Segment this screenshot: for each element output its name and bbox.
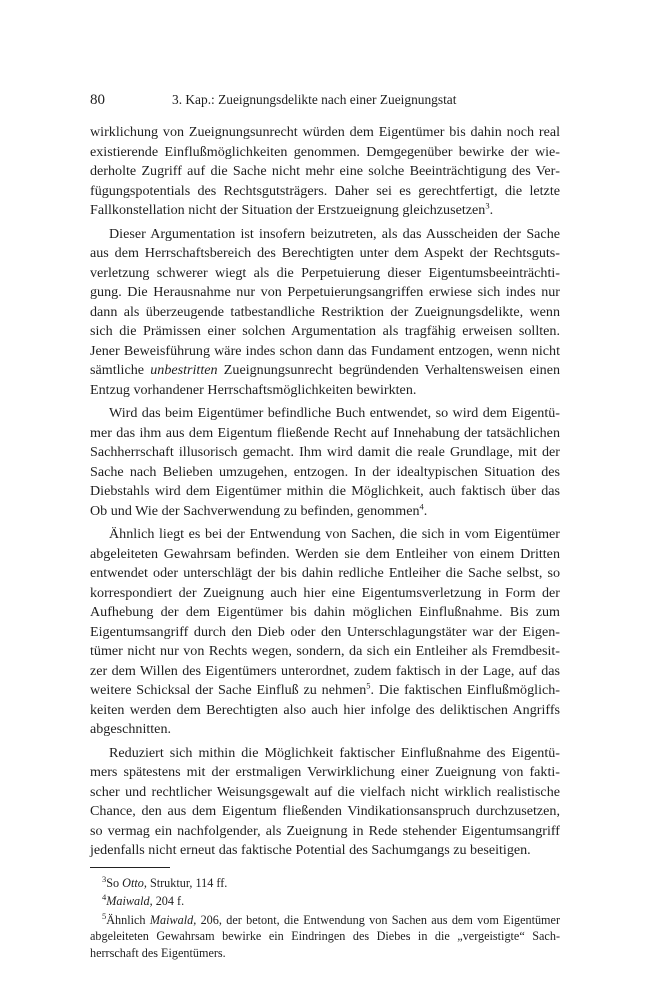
- footnote-5-number: 5: [102, 910, 107, 921]
- paragraph-2-text-a: Dieser Argumentation ist insofern beizutreten, als das Ausscheiden der Sache aus dem Herrschaftsbereich des Berechtigten unter dem Aspekt der Rechtsgutsverletzung schwerer wiegt als die Perpetuierung dieser Eigentumsbeeinträchtigung. Die Herausnahme nur von Perpetuierungsangriffen erwiese sich indes nur dann als überzeugende tatbestandliche Restriktion der Zueignungsdelikte, wenn sich die Prämissen einer solchen Argumentation als tragfähig erweisen sollten. Jener Beweisführung wäre indes schon dann das Fundament entzogen, wenn nicht sämtliche: [90, 225, 560, 378]
- paragraph-1-text: wirklichung von Zueignungsunrecht würden dem Eigentümer bis dahin noch real existierende Einflußmöglichkeiten genommen. Demgegenüber bewirke der wiederholte Zugriff auf die Sache nicht mehr eine solche Beeinträchtigung des Verfügungspotentials des Rechtsgutsträgers. Daher sei es gerechtfertigt, die letzte Fallkonstellation nicht der Situation der Erstzueignung gleichzusetzen: [90, 124, 560, 218]
- footnote-3-author: Otto,: [122, 875, 147, 890]
- footnote-ref-5: 5: [366, 680, 371, 691]
- paragraph-3-text: Wird das beim Eigentümer befindliche Buch entwendet, so wird dem Eigentümer das ihm aus dem Eigentum fließende Recht auf Innehabung der tatsächlichen Sachherrschaft illusorisch gemacht. Ihm wird damit die reale Grundlage, mit der Sache nach Belieben umzugehen, entzogen. In der idealtypischen Situation des Diebstahls wird dem Eigentümer mithin die Möglichkeit, auch faktisch über das Ob und Wie der Sachverwendung zu befinden, genommen: [90, 405, 560, 519]
- footnote-ref-3: 3: [485, 200, 490, 211]
- paragraph-5-text: Reduziert sich mithin die Möglichkeit faktischer Einflußnahme des Eigentümers spätestens mit der erstmaligen Verwirklichung einer Zueignung von faktischer und rechtlicher Weisungsgewalt auf die vielfach nicht wirklich realistische Chance, den aus dem Eigentum fließenden Vindikationsanspruch durchzusetzen, so vermag ein nachfolgender, als Zueignung in Rede stehender Eigentumsangriff jedenfalls nicht erneut das faktische Potential des Sachumgangs zu beseitigen.: [90, 744, 560, 858]
- footnote-3-text-a: So: [106, 875, 123, 890]
- page-number: 80: [90, 92, 105, 108]
- paragraph-1-end: .: [489, 202, 494, 218]
- paragraph-4-text: Ähnlich liegt es bei der Entwendung von Sachen, die sich in vom Eigentümer abgeleiteten Gewahrsam befinden. Werden sie dem Entleiher von einem Dritten entwendet oder unterschlägt der bis dahin redliche Entleiher die Sache selbst, so korrespondiert der Zueignung auch hier eine Eigentumsverletzung in Form der Aufhebung der dem Eigentümer bis dahin möglichen Einflußnahme. Bis zum Eigentumsangriff durch den Dieb oder den Unterschlagungstäter war der Eigentümer nicht nur von Rechts wegen, sondern, da sich ein Entleiher als Fremdbesitzer dem Willen des Eigentümers unterordnet, zudem faktisch in der Lage, auf das weitere Schicksal der Sache Einfluß zu nehmen: [90, 526, 560, 698]
- paragraph-2-emphasis: unbestritten: [150, 362, 218, 378]
- book-page: [90, 92, 560, 963]
- footnote-3-text-b: Struktur, 114 ff.: [146, 875, 228, 890]
- footnote-divider: [90, 867, 170, 868]
- paragraph-3: [90, 404, 560, 521]
- paragraph-5: [90, 744, 560, 861]
- footnote-4-number: 4: [102, 891, 107, 902]
- footnotes: [90, 875, 560, 962]
- paragraph-1: [90, 123, 560, 221]
- paragraph-2-text-b: Zueignungsunrecht begründenden Verhaltensweisen einen Entzug vorhandener Herrschaftsmöglichkeiten bewirkten.: [90, 362, 561, 398]
- footnote-5-author: Maiwald,: [149, 912, 197, 927]
- footnote-ref-4: 4: [419, 500, 424, 511]
- page-header: [90, 92, 560, 114]
- footnote-3-number: 3: [102, 873, 107, 884]
- running-head: 3. Kap.: Zueignungsdelikte nach einer Zueignungstat: [172, 92, 457, 107]
- paragraph-4-end: . Die faktischen Einflußmöglichkeiten werden dem Berechtigten also auch hier infolge des deliktischen Angriffs abgeschnitten.: [90, 682, 560, 737]
- footnote-4-text: 204 f.: [152, 894, 185, 908]
- footnote-5-text-b: 206, der betont, die Entwendung von Sachen aus dem vom Eigentümer abgeleiteten Gewahrsam bewirke ein Eindringen des Diebes in die „vergeistigte“ Sachherrschaft des Eigentümers.: [90, 912, 561, 960]
- body-text: [90, 123, 560, 861]
- footnote-4-author: Maiwald,: [106, 894, 153, 908]
- footnote-5: [90, 912, 560, 962]
- footnote-5-text-a: Ähnlich: [106, 912, 150, 927]
- footnote-4: [90, 893, 560, 910]
- paragraph-2: [90, 225, 560, 401]
- paragraph-4: [90, 525, 560, 740]
- footnote-3: [90, 875, 560, 892]
- paragraph-3-end: .: [423, 502, 428, 519]
